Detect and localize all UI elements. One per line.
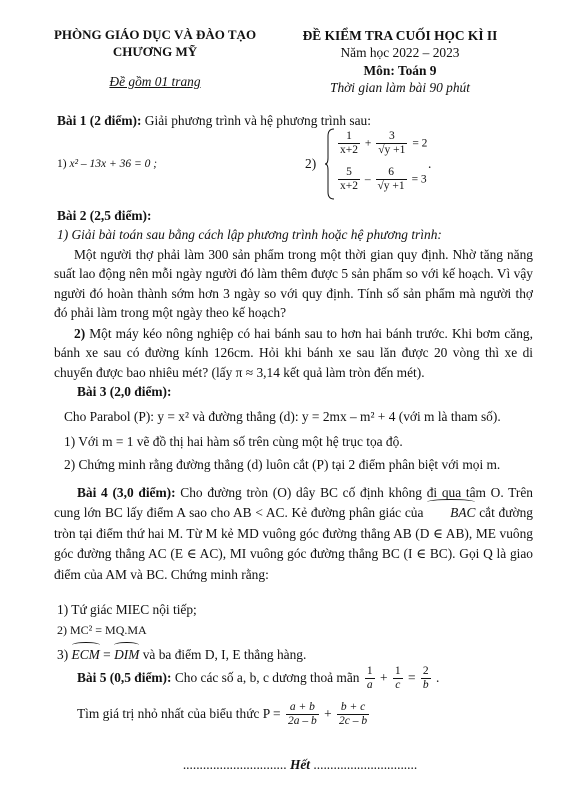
system-row-1: $\frac{1}{x+2}$ + $\frac{3}{√y +1}$ = 2	[340, 130, 428, 157]
angle-bac: BAC	[427, 503, 475, 523]
end-line	[100, 756, 500, 773]
bai1-part1-equation: x² – 13x + 36 = 0 ;	[69, 158, 158, 170]
angle-ecm: ECM	[71, 647, 100, 662]
bai2-heading: Bài 2 (2,5 điểm):	[57, 208, 152, 223]
row2-fraction-2: $\frac{6}{√y +1}$	[377, 166, 405, 193]
bai3-item-1: 1) Với m = 1 vẽ đồ thị hai hàm số trên cùng một hệ trục tọa độ.	[64, 434, 403, 449]
bai4-text-b: cắt đường tròn tại điểm thứ hai M. Từ M kẻ MD vuông góc đường thẳng AB (D ∈ AB), ME vuông góc đường thẳng AC (E ∈ AC), MI vuông góc đường thẳng BC (I ∈ BC). Gọi Q là giao điểm của AM và BC. Chứng minh rằng:	[54, 505, 533, 582]
department-line-1: PHÒNG GIÁO DỤC VÀ ĐÀO TẠO	[53, 27, 257, 42]
school-year: Năm học 2022 – 2023	[340, 45, 460, 61]
bai4-item-1: 1) Tứ giác MIEC nội tiếp;	[57, 602, 197, 617]
exam-title: ĐỀ KIỂM TRA CUỐI HỌC KÌ II	[302, 28, 498, 43]
bai4-item-3: 3) ECM = DIM và ba điểm D, I, E thẳng hàng.	[57, 647, 307, 662]
system-end-dot: .	[428, 156, 432, 171]
bai3-intro: Cho Parabol (P): y = x² và đường thẳng (d): y = 2mx – m² + 4 (với m là tham số).	[64, 409, 501, 424]
system-row-2: $\frac{5}{x+2}$ – $\frac{6}{√y +1}$ = 3	[340, 166, 427, 193]
bai1-heading-line	[57, 112, 533, 129]
end-dots-right: ...............................	[313, 757, 418, 772]
exam-header	[270, 27, 530, 97]
row1-fraction-1: $\frac{1}{x+2}$	[340, 130, 358, 157]
cond-fraction-1: $\frac{1}{a}$	[366, 665, 373, 692]
bai5-min-text: Tìm giá trị nhỏ nhất của biểu thức P =	[77, 705, 281, 721]
row1-fraction-2: $\frac{3}{√y +1}$	[378, 130, 406, 157]
angle-dim: DIM	[114, 647, 140, 662]
department-name	[45, 27, 265, 61]
bai2-paragraph-1: Một người thợ phải làm 300 sản phẩm trong một thời gian quy định. Nhờ tăng năng suất lao động nên mỗi ngày người đó làm thêm được 5 sản phẩm so với kế hoạch. Vì vậy người đó hoàn thành sớm hơn 3 ngày so với quy định. Tính số sản phẩm mà người thợ đó phải làm trong một ngày theo kế hoạch?	[54, 247, 533, 321]
bai1-part1	[57, 157, 157, 172]
bai4-item-2: 2) MC² = MQ.MA	[57, 623, 147, 637]
system-brace	[325, 128, 335, 200]
cond-fraction-3: $\frac{2}{b}$	[422, 665, 429, 692]
bai1-part2-label: 2)	[305, 156, 317, 171]
end-dots-left: ...............................	[182, 757, 287, 772]
bai5-condition-text: Cho các số a, b, c dương thoả mãn	[174, 669, 360, 685]
bai5-expression: Tìm giá trị nhỏ nhất của biểu thức P = $\frac{a + b}{2a - b}$ + $\frac{b + c}{2c - b}$	[77, 701, 368, 728]
p-fraction-1: $\frac{a + b}{2a - b}$	[287, 701, 317, 728]
bai2-sub1: 1) Giải bài toán sau bằng cách lập phương trình hoặc hệ phương trình:	[57, 227, 442, 242]
bai5-condition: Bài 5 (0,5 điểm): Cho các số a, b, c dương thoả mãn $\frac{1}{a}$ + $\frac{1}{c}$ = $\frac{2}{b}$ .	[77, 665, 440, 692]
department-line-2: CHƯƠNG MỸ	[112, 43, 198, 59]
bai1-heading: Bài 1 (2 điểm):	[57, 113, 142, 128]
bai4-heading: Bài 4 (3,0 điểm):	[77, 485, 176, 500]
bai5-heading: Bài 5 (0,5 điểm):	[77, 669, 172, 685]
bai3-item-2: 2) Chứng minh rằng đường thẳng (d) luôn cắt (P) tại 2 điểm phân biệt với mọi m.	[64, 457, 501, 472]
bai1-part1-label: 1)	[57, 158, 67, 170]
pages-note: Đề gồm 01 trang	[109, 74, 201, 89]
bai4-paragraph	[54, 483, 533, 585]
bai2-sub2-label: 2)	[74, 326, 86, 341]
bai4-text-a: Cho đường tròn (O) dây BC cố định không đi qua tâm O. Trên cung lớn BC lấy điểm A sao cho AB < AC. Kẻ đường phân giác của	[54, 485, 533, 521]
end-label: Hết	[289, 757, 311, 772]
exam-time: Thời gian làm bài 90 phút	[330, 80, 470, 96]
cond-fraction-2: $\frac{1}{c}$	[394, 665, 401, 692]
bai2-sub2-text: Một máy kéo nông nghiệp có hai bánh sau to hơn hai bánh trước. Khi bơm căng, bánh xe sau có đường kính 126cm. Hỏi khi bánh xe sau lăn được 20 vòng thì xe di chuyển được bao nhiêu mét? (lấy π ≈ 3,14 kết quả làm tròn đến mét).	[54, 326, 533, 380]
bai1-prompt: Giải phương trình và hệ phương trình sau:	[144, 113, 371, 128]
subject: Môn: Toán 9	[363, 62, 437, 78]
row2-fraction-1: $\frac{5}{x+2}$	[340, 166, 358, 193]
p-fraction-2: $\frac{b + c}{2c - b}$	[339, 701, 368, 728]
bai3-heading: Bài 3 (2,0 điểm):	[77, 384, 172, 399]
bai2-paragraph-2	[54, 324, 533, 382]
